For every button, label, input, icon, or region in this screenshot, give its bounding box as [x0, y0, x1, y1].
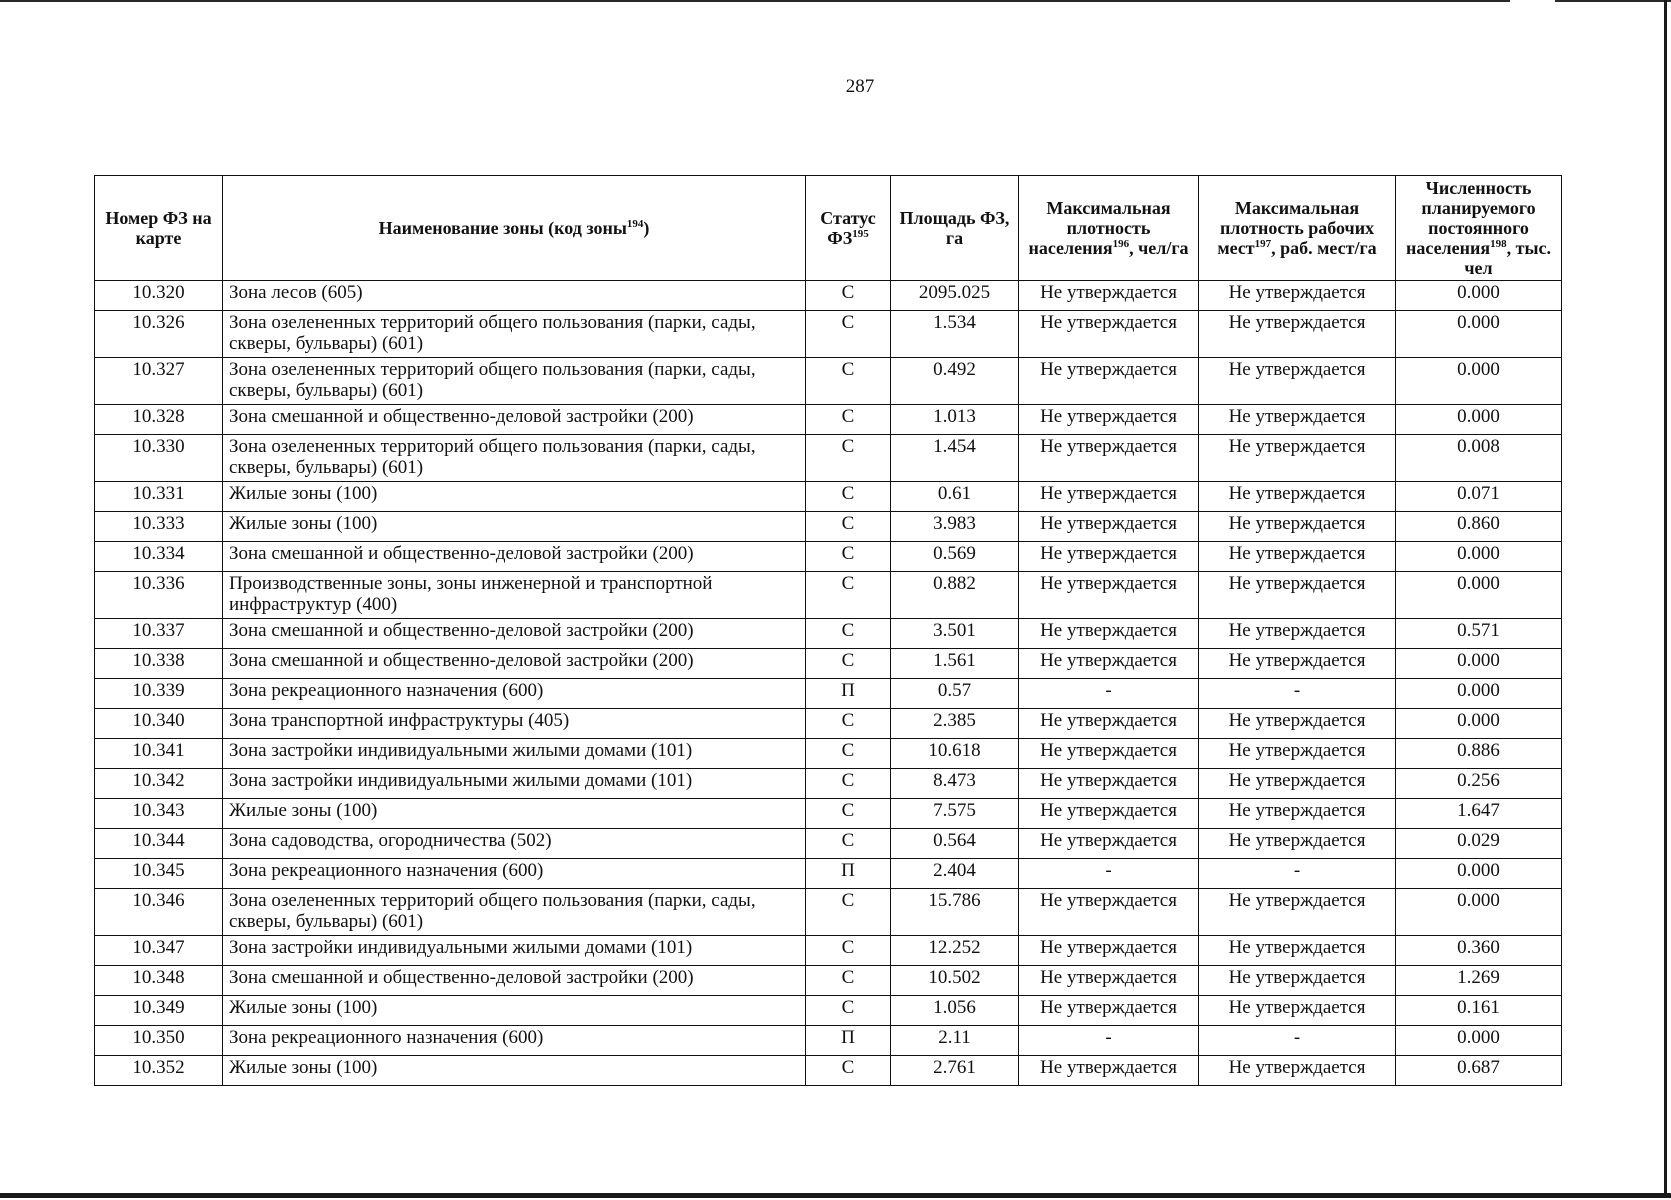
cell-planned-population: 0.860: [1396, 512, 1562, 542]
cell-zone-name: Зона застройки индивидуальными жилыми домами (101): [223, 936, 806, 966]
cell-zone-number: 10.339: [95, 679, 223, 709]
cell-jobs-density: -: [1199, 859, 1396, 889]
cell-planned-population: 0.886: [1396, 739, 1562, 769]
table-row: [95, 1056, 1562, 1086]
cell-area: 8.473: [891, 769, 1019, 799]
cell-planned-population: 0.000: [1396, 859, 1562, 889]
cell-population-density: Не утверждается: [1019, 769, 1199, 799]
table-row: [95, 619, 1562, 649]
cell-population-density: Не утверждается: [1019, 709, 1199, 739]
cell-status: С: [806, 966, 891, 996]
cell-zone-number: 10.352: [95, 1056, 223, 1086]
cell-zone-name: Зона озелененных территорий общего пользования (парки, сады, скверы, бульвары) (601): [223, 435, 806, 482]
table-row: [95, 405, 1562, 435]
cell-zone-name: Зона смешанной и общественно-деловой застройки (200): [223, 405, 806, 435]
cell-planned-population: 0.161: [1396, 996, 1562, 1026]
cell-status: П: [806, 859, 891, 889]
cell-zone-name: Жилые зоны (100): [223, 996, 806, 1026]
table-row: [95, 829, 1562, 859]
cell-area: 3.983: [891, 512, 1019, 542]
cell-population-density: Не утверждается: [1019, 799, 1199, 829]
cell-population-density: Не утверждается: [1019, 358, 1199, 405]
table-row: [95, 679, 1562, 709]
cell-zone-number: 10.328: [95, 405, 223, 435]
cell-area: 1.534: [891, 311, 1019, 358]
cell-jobs-density: Не утверждается: [1199, 709, 1396, 739]
cell-status: С: [806, 709, 891, 739]
table-row: [95, 859, 1562, 889]
table-row: [95, 996, 1562, 1026]
table-row: [95, 966, 1562, 996]
cell-status: С: [806, 542, 891, 572]
cell-status: С: [806, 799, 891, 829]
cell-planned-population: 0.000: [1396, 311, 1562, 358]
cell-zone-name: Зона смешанной и общественно-деловой застройки (200): [223, 649, 806, 679]
table-row: [95, 1026, 1562, 1056]
cell-jobs-density: -: [1199, 1026, 1396, 1056]
cell-area: 1.056: [891, 996, 1019, 1026]
cell-area: 0.564: [891, 829, 1019, 859]
cell-status: С: [806, 769, 891, 799]
cell-population-density: Не утверждается: [1019, 649, 1199, 679]
cell-jobs-density: Не утверждается: [1199, 435, 1396, 482]
cell-zone-number: 10.330: [95, 435, 223, 482]
cell-zone-name: Зона застройки индивидуальными жилыми домами (101): [223, 739, 806, 769]
page-number: 287: [845, 76, 875, 97]
cell-jobs-density: Не утверждается: [1199, 542, 1396, 572]
cell-population-density: Не утверждается: [1019, 619, 1199, 649]
scan-edge-bottom: [0, 1193, 1671, 1198]
table-row: [95, 435, 1562, 482]
cell-status: С: [806, 996, 891, 1026]
cell-population-density: Не утверждается: [1019, 435, 1199, 482]
cell-status: С: [806, 649, 891, 679]
cell-status: С: [806, 482, 891, 512]
table-row: [95, 769, 1562, 799]
cell-area: 0.57: [891, 679, 1019, 709]
cell-jobs-density: -: [1199, 679, 1396, 709]
cell-population-density: Не утверждается: [1019, 281, 1199, 311]
header-population: Численность планируемого постоянного населения$^{198}$, тыс. чел: [1396, 176, 1562, 281]
cell-population-density: Не утверждается: [1019, 996, 1199, 1026]
cell-area: 2.385: [891, 709, 1019, 739]
cell-jobs-density: Не утверждается: [1199, 619, 1396, 649]
cell-zone-number: 10.331: [95, 482, 223, 512]
cell-zone-name: Жилые зоны (100): [223, 799, 806, 829]
cell-area: 1.561: [891, 649, 1019, 679]
cell-status: П: [806, 679, 891, 709]
cell-zone-name: Жилые зоны (100): [223, 512, 806, 542]
cell-status: С: [806, 829, 891, 859]
cell-area: 15.786: [891, 889, 1019, 936]
cell-planned-population: 0.000: [1396, 358, 1562, 405]
cell-area: 10.502: [891, 966, 1019, 996]
cell-zone-number: 10.349: [95, 996, 223, 1026]
table-row: [95, 799, 1562, 829]
cell-status: С: [806, 435, 891, 482]
table-row: [95, 512, 1562, 542]
table-row: [95, 572, 1562, 619]
cell-zone-name: Зона рекреационного назначения (600): [223, 679, 806, 709]
cell-zone-number: 10.345: [95, 859, 223, 889]
header-area: Площадь ФЗ, га: [891, 176, 1019, 281]
cell-population-density: -: [1019, 1026, 1199, 1056]
cell-population-density: -: [1019, 859, 1199, 889]
cell-planned-population: 0.071: [1396, 482, 1562, 512]
cell-zone-name: Жилые зоны (100): [223, 482, 806, 512]
cell-jobs-density: Не утверждается: [1199, 889, 1396, 936]
cell-zone-number: 10.343: [95, 799, 223, 829]
cell-zone-name: Жилые зоны (100): [223, 1056, 806, 1086]
cell-zone-name: Зона рекреационного назначения (600): [223, 859, 806, 889]
cell-zone-name: Зона смешанной и общественно-деловой застройки (200): [223, 966, 806, 996]
cell-population-density: Не утверждается: [1019, 1056, 1199, 1086]
cell-jobs-density: Не утверждается: [1199, 281, 1396, 311]
cell-zone-number: 10.320: [95, 281, 223, 311]
cell-population-density: Не утверждается: [1019, 311, 1199, 358]
cell-area: 2095.025: [891, 281, 1019, 311]
cell-area: 10.618: [891, 739, 1019, 769]
cell-jobs-density: Не утверждается: [1199, 358, 1396, 405]
cell-planned-population: 0.000: [1396, 649, 1562, 679]
cell-zone-name: Зона смешанной и общественно-деловой застройки (200): [223, 542, 806, 572]
cell-population-density: Не утверждается: [1019, 512, 1199, 542]
cell-status: С: [806, 1056, 891, 1086]
cell-jobs-density: Не утверждается: [1199, 966, 1396, 996]
cell-planned-population: 0.000: [1396, 281, 1562, 311]
cell-jobs-density: Не утверждается: [1199, 739, 1396, 769]
cell-zone-number: 10.326: [95, 311, 223, 358]
cell-jobs-density: Не утверждается: [1199, 512, 1396, 542]
table-row: [95, 709, 1562, 739]
cell-jobs-density: Не утверждается: [1199, 572, 1396, 619]
table-row: [95, 889, 1562, 936]
cell-zone-name: Зона застройки индивидуальными жилыми домами (101): [223, 769, 806, 799]
scan-edge-right: [1664, 0, 1667, 1196]
zones-table: [94, 175, 1562, 1086]
cell-zone-number: 10.340: [95, 709, 223, 739]
scan-edge-top: [0, 0, 1510, 2]
cell-population-density: Не утверждается: [1019, 542, 1199, 572]
table-row: [95, 281, 1562, 311]
cell-population-density: Не утверждается: [1019, 889, 1199, 936]
cell-area: 2.761: [891, 1056, 1019, 1086]
cell-area: 2.11: [891, 1026, 1019, 1056]
cell-population-density: Не утверждается: [1019, 572, 1199, 619]
table-header-row: [95, 176, 1562, 281]
cell-zone-number: 10.348: [95, 966, 223, 996]
cell-area: 1.013: [891, 405, 1019, 435]
cell-zone-number: 10.346: [95, 889, 223, 936]
cell-population-density: Не утверждается: [1019, 829, 1199, 859]
cell-zone-name: Зона озелененных территорий общего пользования (парки, сады, скверы, бульвары) (601): [223, 889, 806, 936]
table-row: [95, 311, 1562, 358]
cell-area: 1.454: [891, 435, 1019, 482]
cell-zone-number: 10.337: [95, 619, 223, 649]
cell-status: С: [806, 281, 891, 311]
cell-zone-name: Зона смешанной и общественно-деловой застройки (200): [223, 619, 806, 649]
cell-jobs-density: Не утверждается: [1199, 936, 1396, 966]
cell-jobs-density: Не утверждается: [1199, 1056, 1396, 1086]
cell-planned-population: 1.647: [1396, 799, 1562, 829]
header-status: Статус ФЗ$^{195}$: [806, 176, 891, 281]
cell-planned-population: 0.687: [1396, 1056, 1562, 1086]
cell-area: 2.404: [891, 859, 1019, 889]
cell-jobs-density: Не утверждается: [1199, 482, 1396, 512]
cell-planned-population: 1.269: [1396, 966, 1562, 996]
cell-zone-number: 10.341: [95, 739, 223, 769]
cell-zone-name: Производственные зоны, зоны инженерной и транспортной инфраструктур (400): [223, 572, 806, 619]
cell-status: С: [806, 619, 891, 649]
cell-zone-number: 10.334: [95, 542, 223, 572]
cell-zone-number: 10.350: [95, 1026, 223, 1056]
cell-status: С: [806, 405, 891, 435]
cell-planned-population: 0.000: [1396, 709, 1562, 739]
cell-zone-name: Зона озелененных территорий общего пользования (парки, сады, скверы, бульвары) (601): [223, 358, 806, 405]
cell-area: 3.501: [891, 619, 1019, 649]
cell-status: С: [806, 739, 891, 769]
cell-status: С: [806, 572, 891, 619]
cell-zone-name: Зона лесов (605): [223, 281, 806, 311]
cell-zone-number: 10.327: [95, 358, 223, 405]
cell-zone-number: 10.336: [95, 572, 223, 619]
cell-population-density: Не утверждается: [1019, 966, 1199, 996]
header-jobs: Максимальная плотность рабочих мест$^{197}$, раб. мест/га: [1199, 176, 1396, 281]
cell-planned-population: 0.000: [1396, 405, 1562, 435]
cell-jobs-density: Не утверждается: [1199, 996, 1396, 1026]
cell-area: 0.882: [891, 572, 1019, 619]
table-row: [95, 482, 1562, 512]
cell-planned-population: 0.000: [1396, 1026, 1562, 1056]
header-density: Максимальная плотность населения$^{196}$, чел/га: [1019, 176, 1199, 281]
cell-planned-population: 0.000: [1396, 679, 1562, 709]
cell-jobs-density: Не утверждается: [1199, 405, 1396, 435]
cell-status: С: [806, 512, 891, 542]
cell-zone-number: 10.342: [95, 769, 223, 799]
table-row: [95, 649, 1562, 679]
table-row: [95, 542, 1562, 572]
cell-planned-population: 0.000: [1396, 542, 1562, 572]
cell-planned-population: 0.008: [1396, 435, 1562, 482]
cell-zone-number: 10.333: [95, 512, 223, 542]
cell-jobs-density: Не утверждается: [1199, 799, 1396, 829]
cell-status: С: [806, 936, 891, 966]
cell-jobs-density: Не утверждается: [1199, 311, 1396, 358]
cell-planned-population: 0.256: [1396, 769, 1562, 799]
cell-population-density: Не утверждается: [1019, 405, 1199, 435]
cell-zone-name: Зона садоводства, огородничества (502): [223, 829, 806, 859]
cell-zone-number: 10.347: [95, 936, 223, 966]
cell-jobs-density: Не утверждается: [1199, 649, 1396, 679]
cell-zone-name: Зона рекреационного назначения (600): [223, 1026, 806, 1056]
cell-area: 0.569: [891, 542, 1019, 572]
table-row: [95, 739, 1562, 769]
table-row: [95, 936, 1562, 966]
cell-status: С: [806, 358, 891, 405]
cell-status: С: [806, 311, 891, 358]
cell-jobs-density: Не утверждается: [1199, 769, 1396, 799]
cell-jobs-density: Не утверждается: [1199, 829, 1396, 859]
scan-edge-top-right: [1555, 0, 1671, 2]
cell-area: 7.575: [891, 799, 1019, 829]
cell-area: 0.61: [891, 482, 1019, 512]
table-row: [95, 358, 1562, 405]
cell-population-density: -: [1019, 679, 1199, 709]
header-name: Наименование зоны (код зоны$^{194}$): [223, 176, 806, 281]
cell-zone-name: Зона озелененных территорий общего пользования (парки, сады, скверы, бульвары) (601): [223, 311, 806, 358]
cell-population-density: Не утверждается: [1019, 739, 1199, 769]
cell-planned-population: 0.360: [1396, 936, 1562, 966]
cell-population-density: Не утверждается: [1019, 936, 1199, 966]
header-number: Номер ФЗ на карте: [95, 176, 223, 281]
cell-status: П: [806, 1026, 891, 1056]
cell-population-density: Не утверждается: [1019, 482, 1199, 512]
cell-planned-population: 0.571: [1396, 619, 1562, 649]
cell-area: 12.252: [891, 936, 1019, 966]
cell-planned-population: 0.029: [1396, 829, 1562, 859]
cell-zone-name: Зона транспортной инфраструктуры (405): [223, 709, 806, 739]
cell-zone-number: 10.344: [95, 829, 223, 859]
cell-status: С: [806, 889, 891, 936]
table-body: [95, 281, 1562, 1086]
cell-zone-number: 10.338: [95, 649, 223, 679]
cell-planned-population: 0.000: [1396, 572, 1562, 619]
cell-planned-population: 0.000: [1396, 889, 1562, 936]
cell-area: 0.492: [891, 358, 1019, 405]
